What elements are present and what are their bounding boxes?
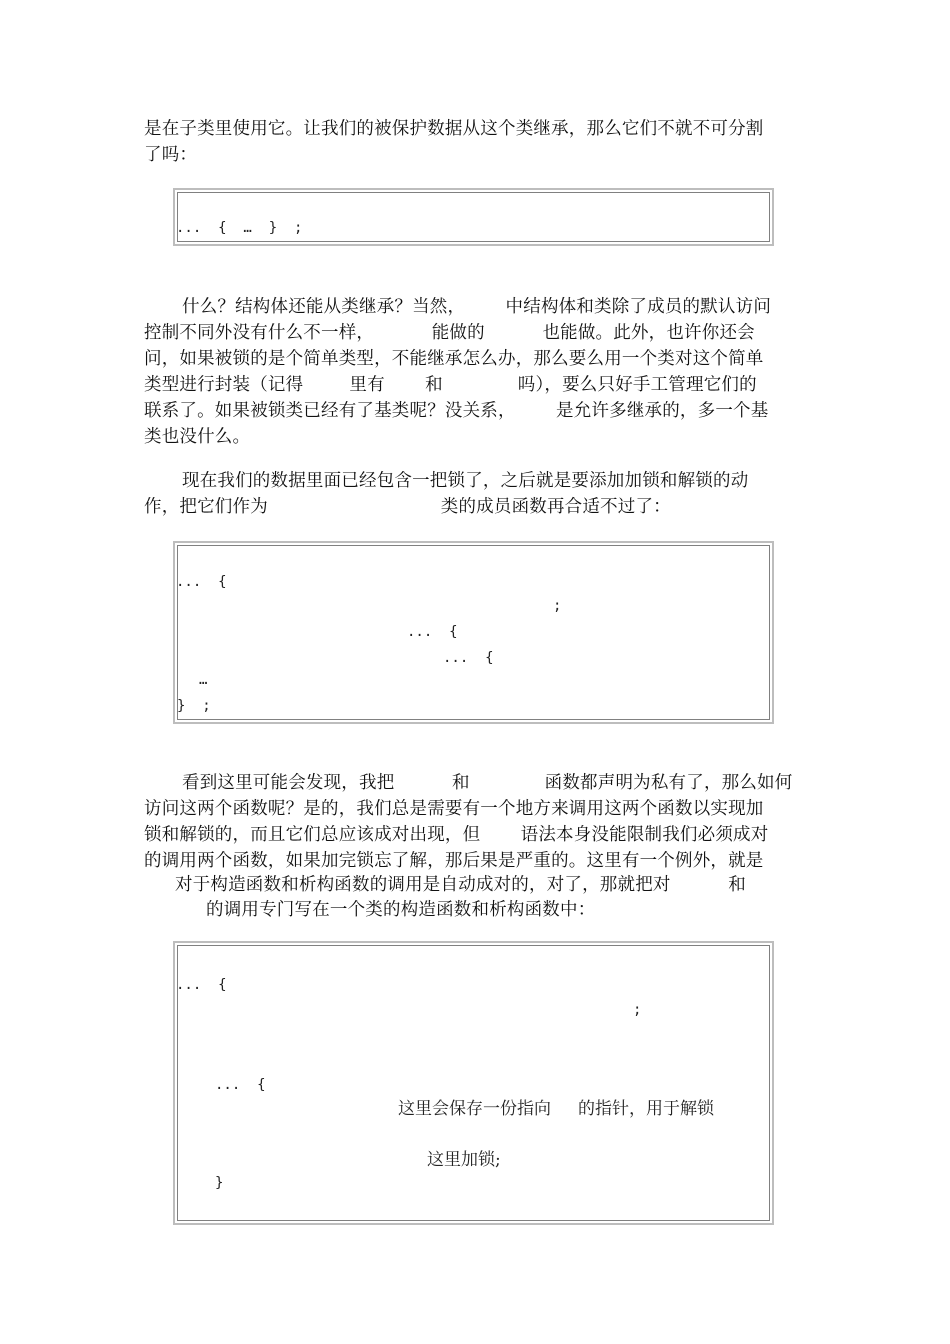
paragraph-line: 控制不同外没有什么不一样， 能做的 也能做。此外，也许你还会	[144, 323, 755, 343]
paragraph-line: 看到这里可能会发现，我把 和 函数都声明为私有了，那么如何	[182, 773, 793, 793]
code-line: }	[215, 1175, 224, 1191]
code-comment: 这里加锁;	[427, 1150, 501, 1170]
code-line: ;	[633, 1002, 642, 1018]
paragraph-line: 什么？结构体还能从类继承？当然， 中结构体和类除了成员的默认访问	[182, 297, 772, 317]
code-block	[173, 941, 774, 1225]
paragraph-line: 对于构造函数和析构函数的调用是自动成对的，对了，那就把对 和	[175, 875, 746, 895]
paragraph-line: 现在我们的数据里面已经包含一把锁了，之后就是要添加加锁和解锁的动	[182, 471, 749, 491]
paragraph-line: 是在子类里使用它。让我们的被保护数据从这个类继承，那么它们不就不可分割	[144, 119, 764, 139]
code-line: ;	[553, 598, 562, 614]
paragraph-line: 类型进行封装（记得 里有 和 吗），要么只好手工管理它们的	[144, 375, 757, 395]
paragraph-line: 类也没什么。	[144, 427, 251, 447]
paragraph-line: 的调用两个函数，如果加完锁忘了解，那后果是严重的。这里有一个例外，就是	[144, 851, 764, 871]
code-line: ... {	[215, 1077, 266, 1093]
code-line: …	[199, 672, 208, 688]
code-line: ... {	[407, 624, 458, 640]
paragraph-line: 的调用专门写在一个类的构造函数和析构函数中：	[206, 900, 596, 920]
code-line: ... {	[176, 574, 227, 590]
code-block	[173, 188, 774, 246]
code-line: ... { … } ;	[176, 220, 303, 236]
paragraph-line: 联系了。如果被锁类已经有了基类呢？没关系， 是允许多继承的，多一个基	[144, 401, 769, 421]
paragraph-line: 问，如果被锁的是个简单类型，不能继承怎么办，那么要么用一个类对这个简单	[144, 349, 764, 369]
paragraph-line: 了吗：	[144, 145, 198, 165]
code-comment: 这里会保存一份指向 的指针，用于解锁	[398, 1099, 715, 1119]
code-line: ... {	[443, 650, 494, 666]
code-line: } ;	[177, 698, 211, 714]
paragraph-line: 锁和解锁的，而且它们总应该成对出现，但 语法本身没能限制我们必须成对	[144, 825, 769, 845]
code-line: ... {	[176, 977, 227, 993]
code-block	[173, 541, 774, 724]
paragraph-line: 作，把它们作为 类的成员函数再合适不过了：	[144, 497, 671, 517]
paragraph-line: 访问这两个函数呢？是的，我们总是需要有一个地方来调用这两个函数以实现加	[144, 799, 764, 819]
